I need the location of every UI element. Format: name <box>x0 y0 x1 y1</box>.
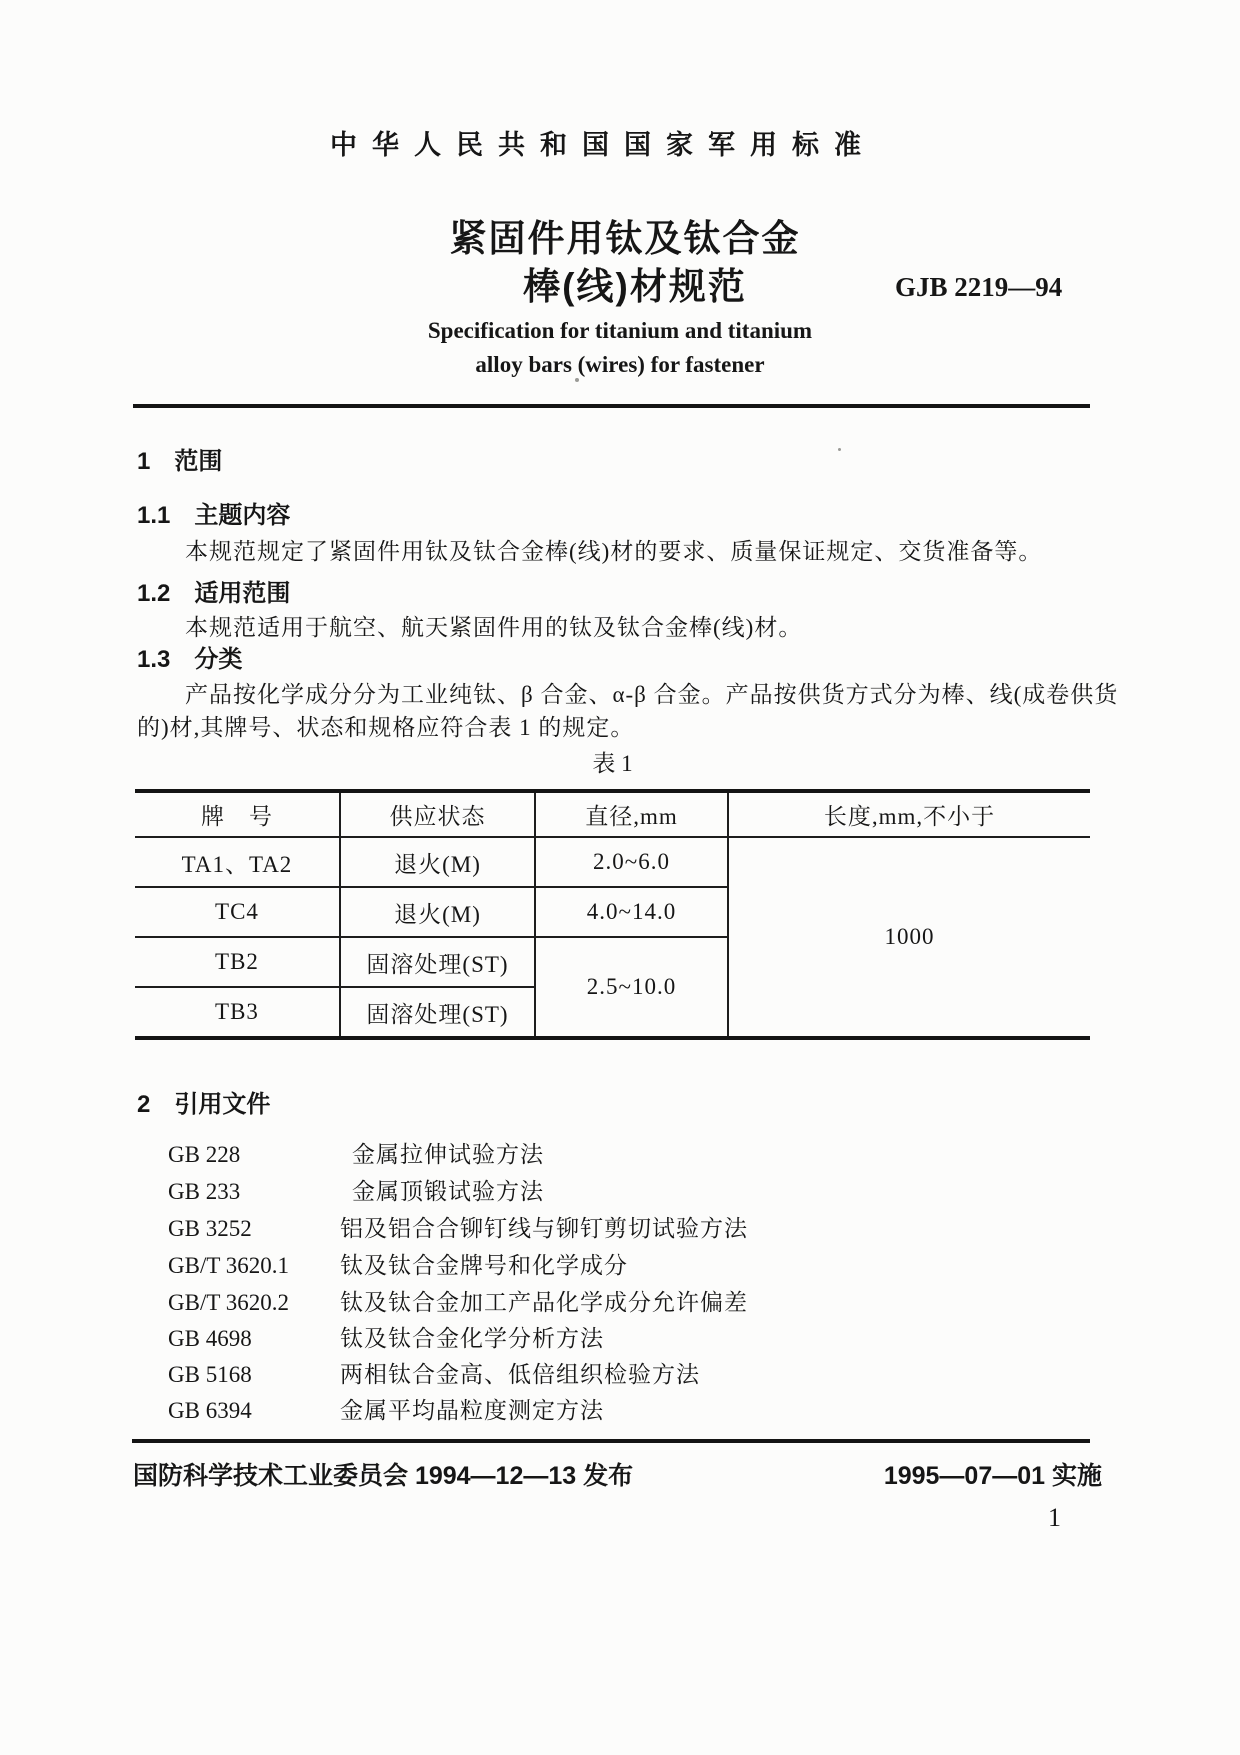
cell-condition: 固溶处理(ST) <box>340 987 535 1036</box>
reference-code: GB 5168 <box>168 1362 252 1387</box>
standard-title-cn-line1: 紧固件用钛及钛合金 <box>449 218 801 259</box>
reference-code: GB 4698 <box>168 1326 252 1351</box>
footer-rule <box>132 1439 1090 1443</box>
section-1-3-heading: 1.3 分类 <box>137 646 243 673</box>
reference-code: GB 3252 <box>168 1216 252 1241</box>
scan-speck <box>575 378 579 382</box>
page-number: 1 <box>1048 1503 1061 1532</box>
section-1-3-body-line2: 的)材,其牌号、状态和规格应符合表 1 的规定。 <box>137 715 635 740</box>
cell-diameter: 2.0~6.0 <box>535 837 728 887</box>
cell-grade: TC4 <box>135 887 340 937</box>
reference-code: GB 233 <box>168 1179 241 1204</box>
cell-length-merged: 1000 <box>728 837 1090 1036</box>
reference-title: 钛及钛合金牌号和化学成分 <box>340 1253 628 1278</box>
reference-title: 钛及钛合金化学分析方法 <box>340 1326 604 1351</box>
cell-diameter: 4.0~14.0 <box>535 887 728 937</box>
reference-code: GB 228 <box>168 1142 241 1167</box>
cell-grade: TA1、TA2 <box>135 837 340 887</box>
col-header-length: 长度,mm,不小于 <box>728 793 1090 837</box>
col-header-condition: 供应状态 <box>340 793 535 837</box>
standard-title-en-line1: Specification for titanium and titanium <box>427 318 813 343</box>
section-1-2-body: 本规范适用于航空、航天紧固件用的钛及钛合金棒(线)材。 <box>185 615 803 640</box>
reference-code: GB 6394 <box>168 1398 252 1423</box>
scan-speck <box>838 448 841 451</box>
section-1-3-body-line1: 产品按化学成分分为工业纯钛、β 合金、α-β 合金。产品按供货方式分为棒、线(成卷供货 <box>185 682 1119 707</box>
cell-condition: 固溶处理(ST) <box>340 937 535 987</box>
table-1-frame <box>135 789 1090 1040</box>
section-2-heading: 2 引用文件 <box>137 1091 271 1118</box>
national-standard-header: 中华人民共和国国家军用标准 <box>330 130 876 160</box>
standard-title-en-line2: alloy bars (wires) for fastener <box>475 352 765 377</box>
table-header-row <box>135 793 1090 837</box>
footer-issued-date: 国防科学技术工业委员会 1994—12—13 发布 <box>133 1462 634 1490</box>
table-row <box>135 837 1090 887</box>
header-rule <box>133 404 1090 408</box>
reference-title: 铝及铝合合铆钉线与铆钉剪切试验方法 <box>340 1216 748 1241</box>
footer-implemented-date: 1995—07—01 实施 <box>883 1462 1102 1490</box>
cell-grade: TB2 <box>135 937 340 987</box>
standard-number: GJB 2219—94 <box>895 272 1063 302</box>
reference-title: 两相钛合金高、低倍组织检验方法 <box>340 1362 700 1387</box>
col-header-grade: 牌 号 <box>135 793 340 837</box>
cell-condition: 退火(M) <box>340 887 535 937</box>
section-1-1-heading: 1.1 主题内容 <box>137 502 291 529</box>
section-1-2-heading: 1.2 适用范围 <box>137 580 291 607</box>
standard-title-cn-line2: 棒(线)材规范 <box>523 266 747 307</box>
table-1-caption: 表 1 <box>592 751 633 776</box>
section-1-1-body: 本规范规定了紧固件用钛及钛合金棒(线)材的要求、质量保证规定、交货准备等。 <box>185 539 1043 564</box>
reference-code: GB/T 3620.1 <box>168 1253 289 1278</box>
reference-title: 钛及钛合金加工产品化学成分允许偏差 <box>340 1290 748 1315</box>
cell-diameter-merged: 2.5~10.0 <box>535 937 728 1036</box>
table-1 <box>135 793 1090 1036</box>
cell-grade: TB3 <box>135 987 340 1036</box>
reference-code: GB/T 3620.2 <box>168 1290 289 1315</box>
section-1-heading: 1 范围 <box>137 448 223 475</box>
reference-title: 金属顶锻试验方法 <box>352 1179 544 1204</box>
reference-title: 金属平均晶粒度测定方法 <box>340 1398 604 1423</box>
cell-condition: 退火(M) <box>340 837 535 887</box>
reference-title: 金属拉伸试验方法 <box>352 1142 544 1167</box>
col-header-diameter: 直径,mm <box>535 793 728 837</box>
